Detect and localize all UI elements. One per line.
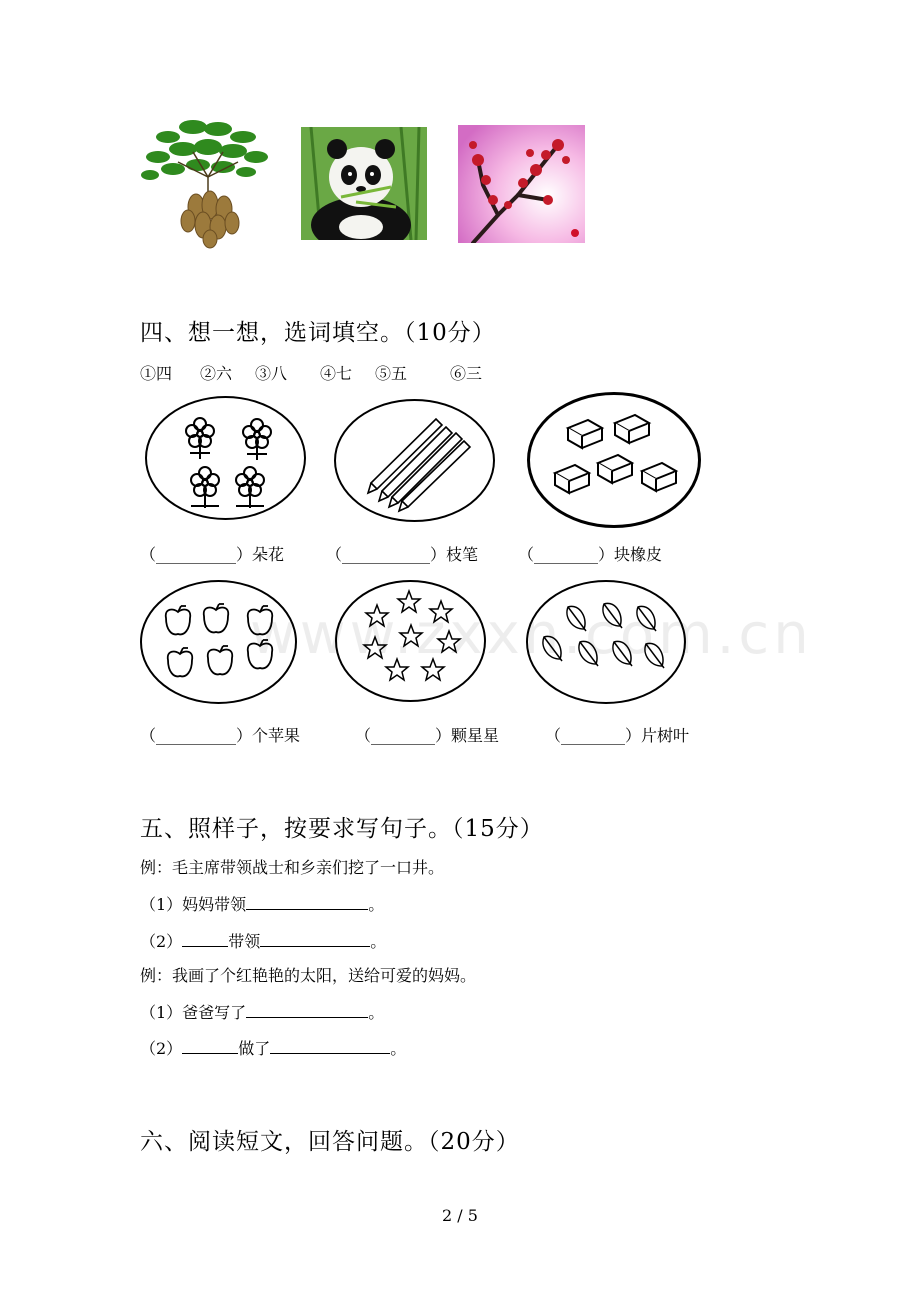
stars-oval [335, 580, 486, 702]
option-item: ①四 [140, 364, 173, 383]
peanut-plant-image [138, 117, 273, 249]
option-item: ④七 [320, 364, 353, 383]
erasers-oval [527, 392, 701, 528]
fill-item-apples[interactable]: （__________）个苹果 [140, 726, 301, 745]
fill-item-flowers[interactable]: （__________）朵花 [140, 545, 285, 564]
fill-item-erasers[interactable]: （________）块橡皮 [518, 545, 663, 564]
option-item: ②六 [200, 364, 233, 383]
star-icon [337, 582, 488, 704]
exercise-2-1[interactable]: （1）爸爸写了 。 [140, 1003, 385, 1022]
page-number: 2 / 5 [442, 1206, 478, 1225]
leaf-icon [528, 582, 688, 706]
flowers-oval [145, 396, 306, 520]
eraser-icon [530, 395, 704, 531]
fill-item-leaves[interactable]: （________）片树叶 [545, 726, 690, 745]
option-item: ⑥三 [450, 364, 483, 383]
leaves-oval [526, 580, 686, 704]
example-sentence-1: 例：毛主席带领战士和乡亲们挖了一口井。 [140, 858, 445, 877]
plum-blossom-image [458, 125, 585, 243]
answer-blank[interactable] [246, 1002, 368, 1018]
option-item: ⑤五 [375, 364, 408, 383]
apple-icon [142, 582, 299, 706]
panda-image [301, 127, 427, 240]
answer-blank[interactable] [182, 931, 228, 947]
exercise-1-1[interactable]: （1）妈妈带领 。 [140, 895, 385, 914]
pencil-icon [336, 401, 497, 524]
section5-title: 五、照样子，按要求写句子。（15分） [140, 816, 544, 842]
exercise-2-2[interactable]: （2） 做了 。 [140, 1039, 407, 1058]
answer-blank[interactable] [182, 1038, 238, 1054]
section6-title: 六、阅读短文，回答问题。（20分） [140, 1129, 520, 1155]
flower-icon [147, 398, 308, 522]
answer-blank[interactable] [246, 894, 368, 910]
example-sentence-2: 例：我画了个红艳艳的太阳，送给可爱的妈妈。 [140, 966, 477, 985]
exercise-1-2[interactable]: （2） 带领 。 [140, 932, 387, 951]
answer-blank[interactable] [260, 931, 370, 947]
pens-oval [334, 399, 495, 522]
apples-oval [140, 580, 297, 704]
option-item: ③八 [255, 364, 288, 383]
fill-item-stars[interactable]: （________）颗星星 [355, 726, 500, 745]
section4-title: 四、想一想，选词填空。（10分） [140, 320, 496, 346]
answer-blank[interactable] [270, 1038, 390, 1054]
fill-item-pens[interactable]: （___________）枝笔 [326, 545, 479, 564]
